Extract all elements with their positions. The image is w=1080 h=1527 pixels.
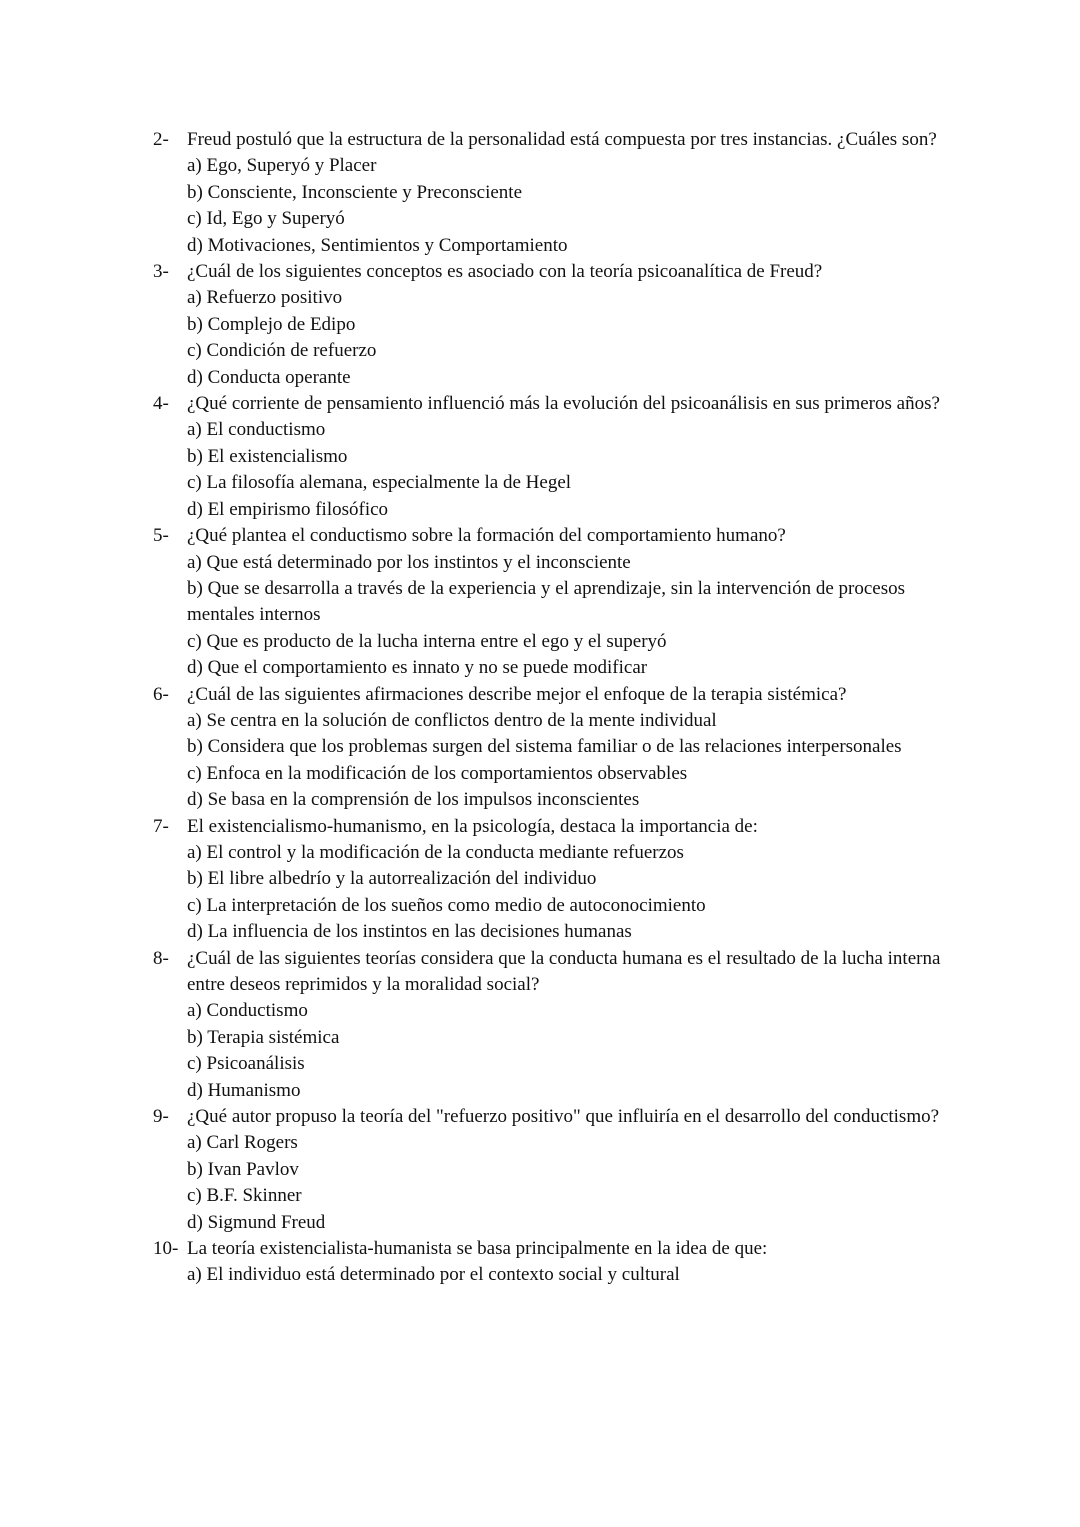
option-b: b) Consciente, Inconsciente y Preconsciente — [187, 181, 523, 203]
option-c: c) Condición de refuerzo — [187, 340, 377, 362]
question-text: ¿Cuál de las siguientes teorías considera que la conducta humana es el resultado de la lucha interna entre deseos reprimidos y la moralidad social? — [187, 947, 941, 995]
option-b: b) Complejo de Edipo — [187, 313, 356, 335]
question-text: ¿Qué autor propuso la teoría del "refuerzo positivo" que influiría en el desarrollo del conductismo? — [187, 1106, 940, 1128]
question-text: ¿Cuál de los siguientes conceptos es asociado con la teoría psicoanalítica de Freud? — [187, 261, 823, 283]
question-text: El existencialismo-humanismo, en la psicología, destaca la importancia de: — [187, 815, 758, 837]
option-b: b) El existencialismo — [187, 445, 348, 467]
question-2 — [153, 127, 953, 259]
question-text: ¿Qué plantea el conductismo sobre la formación del comportamiento humano? — [187, 525, 786, 547]
option-c: c) B.F. Skinner — [187, 1185, 302, 1207]
option-a: a) El individuo está determinado por el contexto social y cultural — [187, 1264, 680, 1286]
option-d: d) Sigmund Freud — [187, 1211, 326, 1233]
option-a: a) El control y la modificación de la conducta mediante refuerzos — [187, 841, 684, 863]
option-d: d) El empirismo filosófico — [187, 498, 389, 520]
question-number: 7- — [153, 815, 169, 837]
question-10 — [153, 1236, 953, 1289]
option-a: a) Refuerzo positivo — [187, 287, 343, 309]
option-d: d) Se basa en la comprensión de los impulsos inconscientes — [187, 789, 640, 811]
question-text: La teoría existencialista-humanista se basa principalmente en la idea de que: — [187, 1238, 768, 1260]
option-b: b) Terapia sistémica — [187, 1026, 340, 1048]
question-number: 10- — [153, 1238, 179, 1260]
option-c: c) Que es producto de la lucha interna entre el ego y el superyó — [187, 630, 667, 652]
option-a: a) Que está determinado por los instintos y el inconsciente — [187, 551, 631, 573]
question-number: 9- — [153, 1106, 169, 1128]
question-text: Freud postuló que la estructura de la personalidad está compuesta por tres instancias. ¿Cuáles son? — [187, 129, 937, 150]
option-c: c) Psicoanálisis — [187, 1053, 305, 1075]
document-page — [153, 127, 953, 1289]
question-5 — [153, 523, 953, 681]
question-number: 8- — [153, 947, 169, 969]
option-d: d) La influencia de los instintos en las decisiones humanas — [187, 921, 632, 943]
question-3 — [153, 259, 953, 391]
option-d: d) Conducta operante — [187, 366, 351, 388]
option-d: d) Humanismo — [187, 1079, 301, 1101]
option-d: d) Que el comportamiento es innato y no se puede modificar — [187, 657, 648, 679]
question-number: 4- — [153, 393, 169, 415]
question-number: 6- — [153, 683, 169, 705]
option-a: a) Carl Rogers — [187, 1132, 298, 1154]
question-text: ¿Cuál de las siguientes afirmaciones describe mejor el enfoque de la terapia sistémica? — [187, 683, 847, 705]
option-d: d) Motivaciones, Sentimientos y Comportamiento — [187, 234, 568, 256]
question-6 — [153, 682, 953, 814]
question-number: 2- — [153, 129, 169, 150]
option-c: c) La interpretación de los sueños como medio de autoconocimiento — [187, 894, 706, 916]
option-c: c) Id, Ego y Superyó — [187, 208, 345, 230]
question-text: ¿Qué corriente de pensamiento influenció más la evolución del psicoanálisis en sus primeros años? — [187, 393, 940, 415]
question-8 — [153, 946, 953, 1104]
question-4 — [153, 391, 953, 523]
option-a: a) Ego, Superyó y Placer — [187, 155, 377, 177]
option-b: b) El libre albedrío y la autorrealización del individuo — [187, 868, 597, 890]
option-c: c) Enfoca en la modificación de los comportamientos observables — [187, 762, 688, 784]
question-7 — [153, 814, 953, 946]
question-number: 3- — [153, 261, 169, 283]
option-a: a) Conductismo — [187, 1000, 308, 1022]
option-b: b) Ivan Pavlov — [187, 1158, 299, 1180]
question-9 — [153, 1104, 953, 1236]
option-a: a) Se centra en la solución de conflictos dentro de la mente individual — [187, 709, 717, 731]
option-c: c) La filosofía alemana, especialmente la de Hegel — [187, 472, 572, 494]
option-b: b) Considera que los problemas surgen del sistema familiar o de las relaciones interpersonales — [187, 736, 902, 758]
option-a: a) El conductismo — [187, 419, 326, 441]
question-number: 5- — [153, 525, 169, 547]
option-b: b) Que se desarrolla a través de la experiencia y el aprendizaje, sin la intervención de procesos mentales internos — [187, 577, 905, 626]
